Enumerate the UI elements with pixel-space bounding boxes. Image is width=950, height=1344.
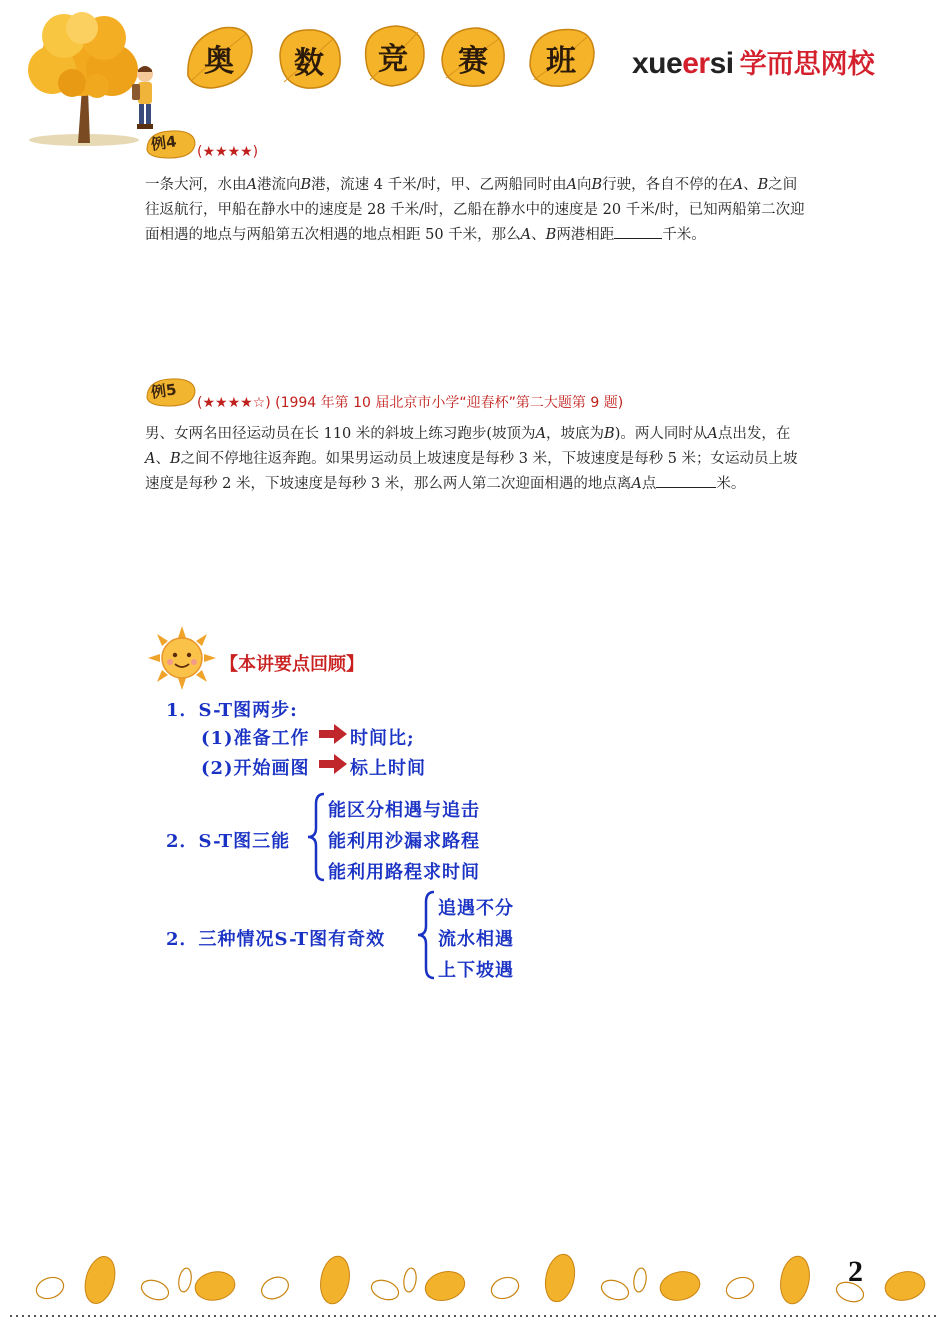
example-4-badge: 例4 xyxy=(145,128,197,160)
review-item-2-branch: 能区分相遇与追击 xyxy=(328,800,480,821)
review-item-3-branch: 上下坡遇 xyxy=(438,960,514,981)
review-item-2-branch: 能利用路程求时间 xyxy=(328,862,480,883)
title-leaf-1 xyxy=(182,22,256,92)
review-item-1-heading: 1．S-T图两步: xyxy=(166,700,298,721)
title-char: 班 xyxy=(546,44,576,79)
review-item-1-step-2: (2)开始画图 xyxy=(201,758,310,779)
example-5-problem-text: 男、女两名田径运动员在长 110 米的斜坡上练习跑步(坡顶为A，坡底为B)。两人同时从A点出发，在A、B之间不停地往返奔跑。如果男运动员上坡速度是每秒 3 米，下坡速度是每秒 5 米；女运动员上坡速度是每秒 2 米，下坡速度是每秒 3 米，那么两人第二次迎面相遇的地点离A点 米。 xyxy=(145,426,798,492)
child-figure-illustration xyxy=(130,62,160,132)
review-item-1-step-2-result: 标上时间 xyxy=(350,758,426,779)
right-arrow-icon xyxy=(318,754,348,774)
example-5-badge: 例5 xyxy=(145,376,197,408)
review-item-3-branch: 流水相遇 xyxy=(438,929,514,950)
review-item-2-branch: 能利用沙漏求路程 xyxy=(328,831,480,852)
review-item-3-heading: 2．三种情况S-T图有奇效 xyxy=(166,929,386,950)
title-leaf-4 xyxy=(436,22,510,92)
example-5-difficulty: (★★★★☆) (1994 年第 10 届北京市小学“迎春杯”第二大题第 9 题) xyxy=(197,395,624,411)
curly-brace xyxy=(416,890,436,980)
example-4-difficulty: (★★★★) xyxy=(197,144,259,160)
sun-icon xyxy=(148,626,216,690)
review-item-3-branch: 追遇不分 xyxy=(438,898,514,919)
footer-leaf-border xyxy=(0,1250,950,1344)
example-4-problem-text: 一条大河，水由A港流向B港，流速 4 千米/时，甲、乙两船同时由A向B行驶，各自不停的在A、B之间往返航行，甲船在静水中的速度是 28 千米/时，乙船在静水中的速度是 20 千米/时，已知两船第二次迎面相遇的地点与两船第五次相遇的地点相距 50 千米，那么A、B两港相距 千米。 xyxy=(145,177,805,243)
title-char: 数 xyxy=(294,46,324,81)
right-arrow-icon xyxy=(318,724,348,744)
title-char: 赛 xyxy=(458,44,488,79)
page-number: 2 xyxy=(848,1255,863,1288)
title-leaf-5 xyxy=(524,22,598,92)
title-leaf-2 xyxy=(272,24,346,94)
title-char: 奥 xyxy=(204,44,234,79)
title-leaf-3 xyxy=(356,20,430,90)
title-char: 竞 xyxy=(378,42,408,77)
review-item-1-step-1: (1)准备工作 xyxy=(201,728,310,749)
review-item-1-step-1-result: 时间比; xyxy=(350,728,415,749)
brand-logo: xueersi 学而思网校 xyxy=(632,47,875,80)
review-title: 【本讲要点回顾】 xyxy=(220,654,364,675)
curly-brace xyxy=(306,792,326,882)
review-item-2-heading: 2．S-T图三能 xyxy=(166,831,291,852)
